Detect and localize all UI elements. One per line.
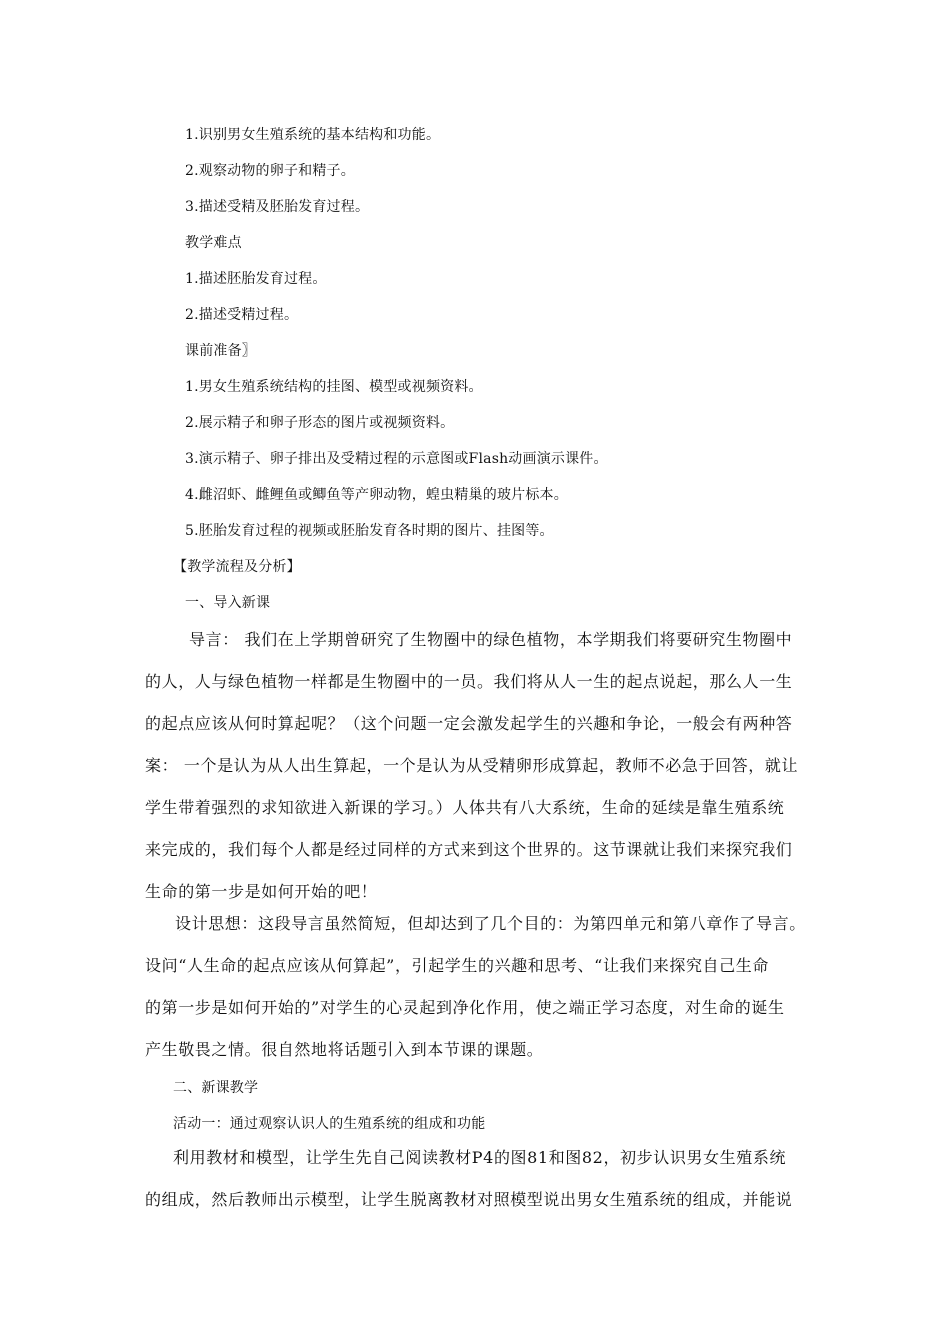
intro-line-3: 的起点应该从何时算起呢？（这个问题一定会激发起学生的兴趣和争论，一般会有两种答 bbox=[145, 714, 793, 733]
difficulty-item-2: 2.描述受精过程。 bbox=[185, 307, 299, 323]
intro-line-7: 生命的第一步是如何开始的吧！ bbox=[145, 882, 378, 901]
activity-1-line-2: 的组成，然后教师出示模型，让学生脱离教材对照模型说出男女生殖系统的组成，并能说 bbox=[145, 1190, 793, 1209]
intro-line-4: 案： 一个是认为从人出生算起，一个是认为从受精卵形成算起，教师不必急于回答，就让 bbox=[145, 756, 799, 775]
design-line-2: 设问“人生命的起点应该从何算起”，引起学生的兴趣和思考、“让我们来探究自己生命 bbox=[145, 956, 769, 975]
prep-item-4: 4.雌沼虾、雌鲤鱼或鲫鱼等产卵动物，蝗虫精巢的玻片标本。 bbox=[185, 487, 568, 503]
design-line-3: 的第一步是如何开始的”对学生的心灵起到净化作用，使之端正学习态度，对生命的诞生 bbox=[145, 998, 785, 1017]
prep-item-2: 2.展示精子和卵子形态的图片或视频资料。 bbox=[185, 415, 455, 431]
intro-line-2: 的人，人与绿色植物一样都是生物圈中的一员。我们将从人一生的起点说起，那么人一生 bbox=[145, 672, 793, 691]
activity-1-line-1: 利用教材和模型，让学生先自己阅读教材P4的图81和图82，初步认识男女生殖系统 bbox=[173, 1148, 787, 1167]
design-line-1: 设计思想：这段导言虽然简短，但却达到了几个目的：为第四单元和第八章作了导言。 bbox=[175, 914, 806, 933]
goal-item-3: 3.描述受精及胚胎发育过程。 bbox=[185, 199, 370, 215]
intro-line-5: 学生带着强烈的求知欲进入新课的学习。）人体共有八大系统，生命的延续是靠生殖系统 bbox=[145, 798, 785, 817]
section-2-heading: 二、新课教学 bbox=[173, 1080, 259, 1096]
prep-item-3: 3.演示精子、卵子排出及受精过程的示意图或Flash动画演示课件。 bbox=[185, 451, 608, 467]
goal-item-1: 1.识别男女生殖系统的基本结构和功能。 bbox=[185, 127, 441, 143]
design-line-4: 产生敬畏之情。很自然地将话题引入到本节课的课题。 bbox=[145, 1040, 544, 1059]
difficulty-item-1: 1.描述胚胎发育过程。 bbox=[185, 271, 327, 287]
flow-heading: 【教学流程及分析】 bbox=[173, 559, 301, 575]
prep-item-1: 1.男女生殖系统结构的挂图、模型或视频资料。 bbox=[185, 379, 483, 395]
prep-item-5: 5.胚胎发育过程的视频或胚胎发育各时期的图片、挂图等。 bbox=[185, 523, 554, 539]
prep-heading: 课前准备〗 bbox=[185, 343, 256, 359]
goal-item-2: 2.观察动物的卵子和精子。 bbox=[185, 163, 355, 179]
section-1-heading: 一、导入新课 bbox=[185, 595, 271, 611]
intro-line-1: 导言： 我们在上学期曾研究了生物圈中的绿色植物，本学期我们将要研究生物圈中 bbox=[189, 630, 793, 649]
difficulty-heading: 教学难点 bbox=[185, 235, 242, 251]
intro-line-6: 来完成的，我们每个人都是经过同样的方式来到这个世界的。这节课就让我们来探究我们 bbox=[145, 840, 793, 859]
activity-1-heading: 活动一：通过观察认识人的生殖系统的组成和功能 bbox=[173, 1116, 486, 1132]
